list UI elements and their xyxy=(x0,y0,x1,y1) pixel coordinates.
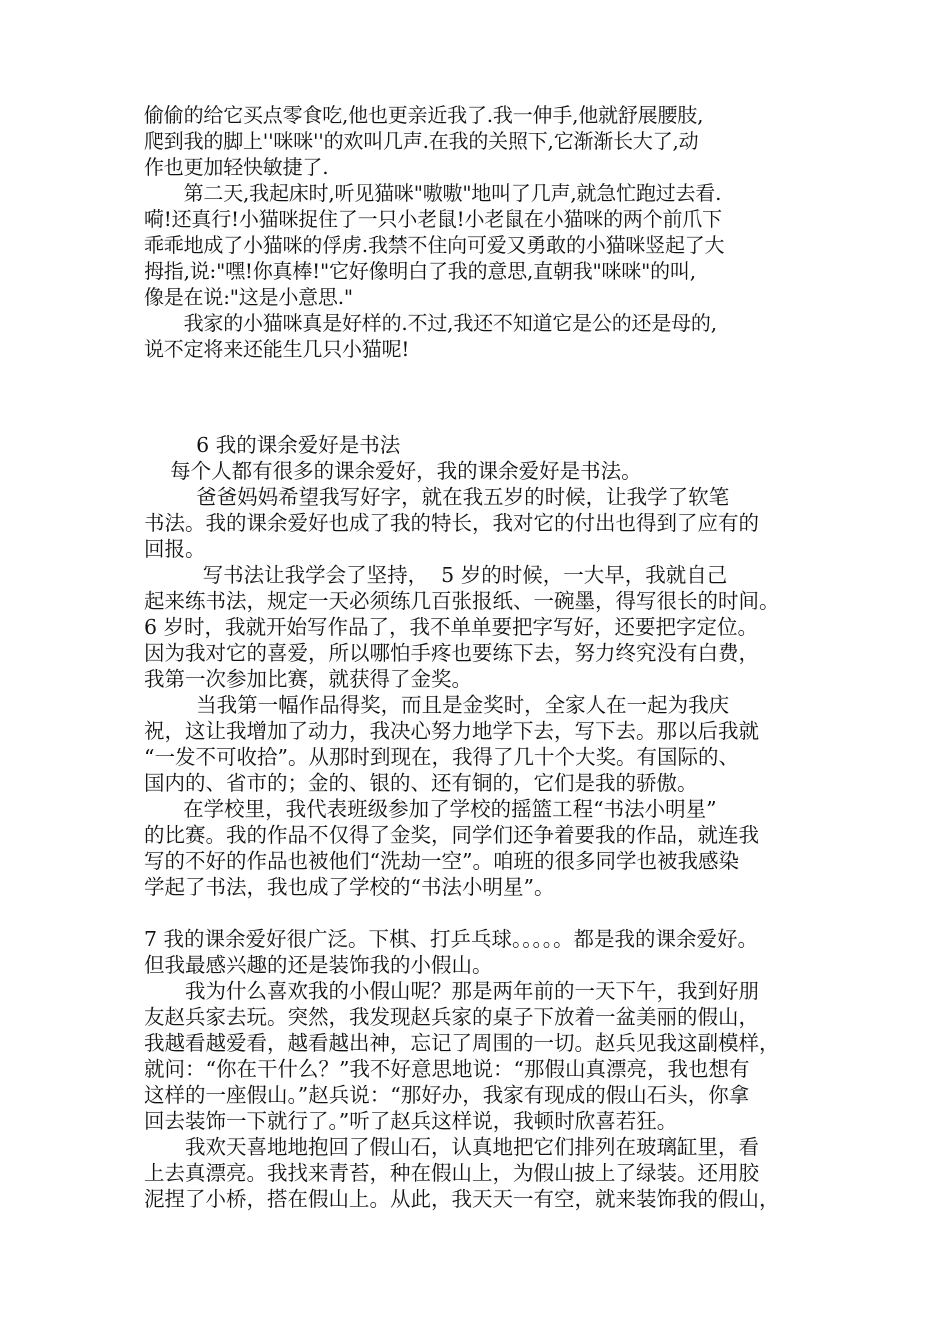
section-6-line-6: 起来练书法，规定一天必须练几百张报纸、一碗墨，得写很长的时间。 xyxy=(144,589,780,613)
section-7-line-6: 就问：“你在干什么？”我不好意思地说：“那假山真漂亮，我也想有 xyxy=(144,1057,750,1081)
section-6-line-2: 爸爸妈妈希望我写好字，就在我五岁的时候，让我学了软笔 xyxy=(144,485,730,509)
section-6-title: 6 我的课余爱好是书法 xyxy=(144,433,401,457)
section-6-line-1: 每个人都有很多的课余爱好，我的课余爱好是书法。 xyxy=(144,459,642,483)
paragraph-cat-line-2: 爬到我的脚上''咪咪''的欢叫几声.在我的关照下,它渐渐长大了,动 xyxy=(144,129,699,153)
section-7-line-8: 回去装饰一下就行了。”听了赵兵这样说，我顿时欣喜若狂。 xyxy=(144,1109,678,1133)
paragraph-cat-line-5: 嗬!还真行!小猫咪捉住了一只小老鼠!小老鼠在小猫咪的两个前爪下 xyxy=(144,207,722,231)
section-7-line-11: 泥捏了小桥，搭在假山上。从此，我天天一有空，就来装饰我的假山， xyxy=(144,1187,780,1211)
section-6-line-14: 在学校里，我代表班级参加了学校的摇篮工程“书法小明星” xyxy=(144,797,717,821)
section-6-line-16: 写的不好的作品也被他们“洗劫一空”。咱班的很多同学也被我感染 xyxy=(144,849,739,873)
section-6-line-3: 书法。我的课余爱好也成了我的特长，我对它的付出也得到了应有的 xyxy=(144,511,759,535)
section-7-line-9: 我欢天喜地地抱回了假山石，认真地把它们排列在玻璃缸里，看 xyxy=(144,1135,759,1159)
section-7-line-5: 我越看越爱看，越看越出神，忘记了周围的一切。赵兵见我这副模样， xyxy=(144,1031,780,1055)
section-6-line-7: 6 岁时，我就开始写作品了，我不单单要把字写好，还要把字定位。 xyxy=(144,615,759,639)
section-7-line-10: 上去真漂亮。我找来青苔，种在假山上，为假山披上了绿装。还用胶 xyxy=(144,1161,759,1185)
section-7-line-1: 7 我的课余爱好很广泛。下棋、打乒乓球。。。。。都是我的课余爱好。 xyxy=(144,927,759,951)
paragraph-cat-line-3: 作也更加轻快敏捷了. xyxy=(144,155,329,179)
section-7-line-4: 友赵兵家去玩。突然，我发现赵兵家的桌子下放着一盆美丽的假山， xyxy=(144,1005,759,1029)
section-6-line-17: 学起了书法，我也成了学校的“书法小明星”。 xyxy=(144,875,555,899)
paragraph-cat-line-6: 乖乖地成了小猫咪的俘虏.我禁不住向可爱又勇敢的小猫咪竖起了大 xyxy=(144,233,725,257)
paragraph-cat-line-8: 像是在说:"这是小意思." xyxy=(144,285,353,309)
paragraph-cat-line-7: 拇指,说:"嘿!你真棒!"它好像明白了我的意思,直朝我"咪咪"的叫, xyxy=(144,259,696,283)
section-6-line-5: 写书法让我学会了坚持， 5 岁的时候，一大早，我就自己 xyxy=(144,563,728,587)
paragraph-cat-line-10: 说不定将来还能生几只小猫呢! xyxy=(144,337,410,361)
section-6-line-11: 祝，这让我增加了动力，我决心努力地学下去，写下去。那以后我就 xyxy=(144,719,759,743)
section-6-line-13: 国内的、省市的；金的、银的、还有铜的，它们是我的骄傲。 xyxy=(144,771,698,795)
section-7-line-7: 这样的一座假山。”赵兵说：“那好办，我家有现成的假山石头，你拿 xyxy=(144,1083,750,1107)
section-7-line-2: 但我最感兴趣的还是装饰我的小假山。 xyxy=(144,953,493,977)
section-6-line-15: 的比赛。我的作品不仅得了金奖，同学们还争着要我的作品，就连我 xyxy=(144,823,759,847)
paragraph-cat-line-4: 第二天,我起床时,听见猫咪"嗷嗷"地叫了几声,就急忙跑过去看. xyxy=(144,181,722,205)
paragraph-cat-line-1: 偷偷的给它买点零食吃,他也更亲近我了.我一伸手,他就舒展腰肢, xyxy=(144,103,704,127)
section-7-line-3: 我为什么喜欢我的小假山呢？那是两年前的一天下午，我到好朋 xyxy=(144,979,759,1003)
section-6-line-12: “一发不可收拾”。从那时到现在，我得了几十个大奖。有国际的、 xyxy=(144,745,739,769)
section-6-line-9: 我第一次参加比赛，就获得了金奖。 xyxy=(144,667,472,691)
section-6-line-4: 回报。 xyxy=(144,537,206,561)
section-6-line-10: 当我第一幅作品得奖，而且是金奖时，全家人在一起为我庆 xyxy=(144,693,730,717)
paragraph-cat-line-9: 我家的小猫咪真是好样的.不过,我还不知道它是公的还是母的, xyxy=(144,311,717,335)
section-6-line-8: 因为我对它的喜爱，所以哪怕手疼也要练下去，努力终究没有白费， xyxy=(144,641,759,665)
